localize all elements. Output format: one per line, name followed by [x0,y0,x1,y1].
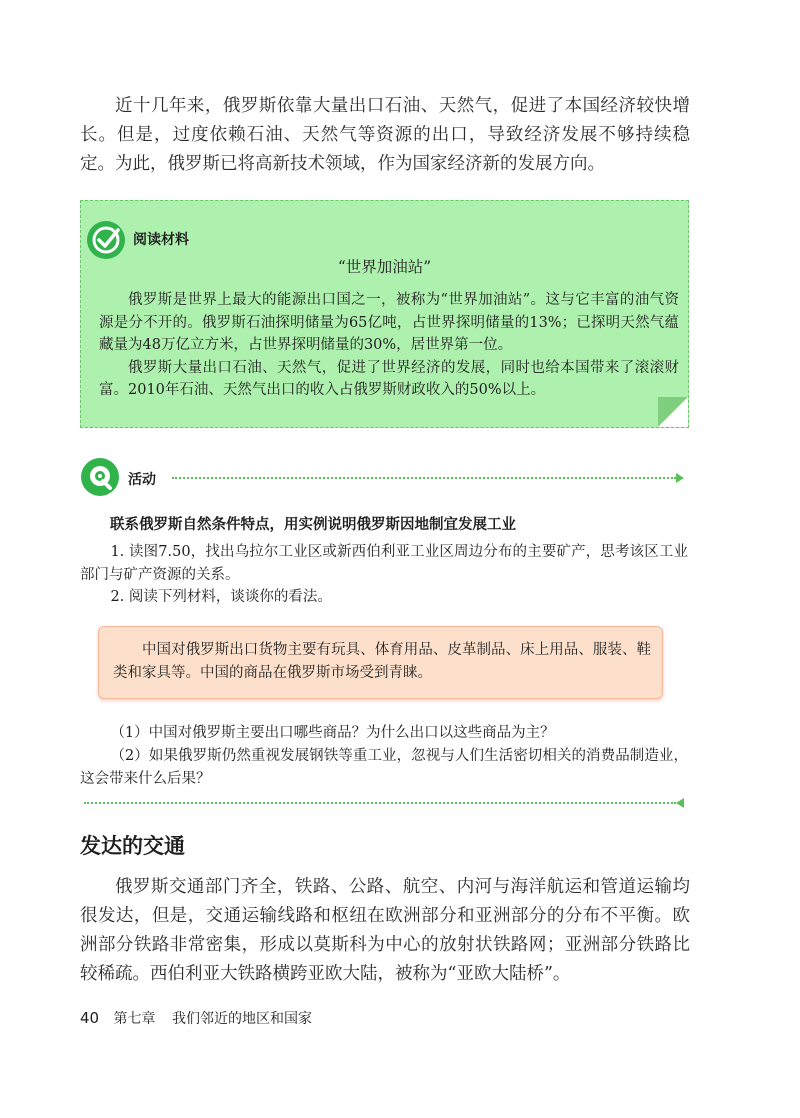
activity-task-1: 1. 读图7.50，找出乌拉尔工业区或新西伯利亚工业区周边分布的主要矿产，思考该区工业部门与矿产资源的关系。 [80,544,688,583]
chapter-label: 第七章 [113,1011,156,1027]
activity-divider-top [172,477,676,479]
page-number: 40 [80,1009,100,1027]
reading-body [99,289,679,402]
reading-paragraph: 俄罗斯是世界上最大的能源出口国之一，被称为“世界加油站”。这与它丰富的油气资源是分不开的。俄罗斯石油探明储量为65亿吨，占世界探明储量的13%；已探明天然气蕴藏量为48万亿立方米，占世界探明储量的30%，居世界第一位。 [99,292,679,353]
activity-question-2: （2）如果俄罗斯仍然重视发展钢铁等重工业，忽视与人们生活密切相关的消费品制造业，这会带来什么后果？ [80,748,688,787]
arrow-right-icon [676,473,684,483]
reading-material-box [80,200,689,428]
reading-paragraph: 俄罗斯大量出口石油、天然气，促进了世界经济的发展，同时也给本国带来了滚滚财富。2010年石油、天然气出口的收入占俄罗斯财政收入的50%以上。 [99,359,679,398]
magnifier-icon [80,457,120,497]
reading-label: 阅读材料 [133,232,189,248]
activity-label: 活动 [128,472,156,488]
activity-title: 联系俄罗斯自然条件特点，用实例说明俄罗斯因地制宜发展工业 [110,517,516,533]
material-box [98,626,663,699]
intro-paragraph: 近十几年来，俄罗斯依靠大量出口石油、天然气，促进了本国经济较快增长。但是，过度依赖石油、天然气等资源的出口，导致经济发展不够持续稳定。为此，俄罗斯已将高新技术领域，作为国家经济新的发展方向。 [80,96,690,174]
reading-title: “世界加油站” [337,258,432,276]
page-footer [80,1008,312,1028]
activity-question-1: （1）中国对俄罗斯主要出口哪些商品？为什么出口以这些商品为主？ [110,725,555,741]
chapter-title: 我们邻近的地区和国家 [172,1011,312,1027]
transport-paragraph: 俄罗斯交通部门齐全，铁路、公路、航空、内河与海洋航运和管道运输均很发达，但是，交通运输线路和枢纽在欧洲部分和亚洲部分的分布不平衡。欧洲部分铁路非常密集，形成以莫斯科为中心的放射状铁路网；亚洲部分铁路比较稀疏。西伯利亚大铁路横跨亚欧大陆，被称为“亚欧大陆桥”。 [80,877,690,984]
activity-divider-bottom [84,802,676,804]
pencil-check-icon [87,221,125,259]
section-heading: 发达的交通 [80,834,185,858]
material-text: 中国对俄罗斯出口货物主要有玩具、体育用品、皮革制品、床上用品、服装、鞋类和家具等。中国的商品在俄罗斯市场受到青睐。 [113,642,651,681]
activity-task-2: 2. 阅读下列材料，谈谈你的看法。 [110,589,332,605]
arrow-left-icon [676,798,684,808]
